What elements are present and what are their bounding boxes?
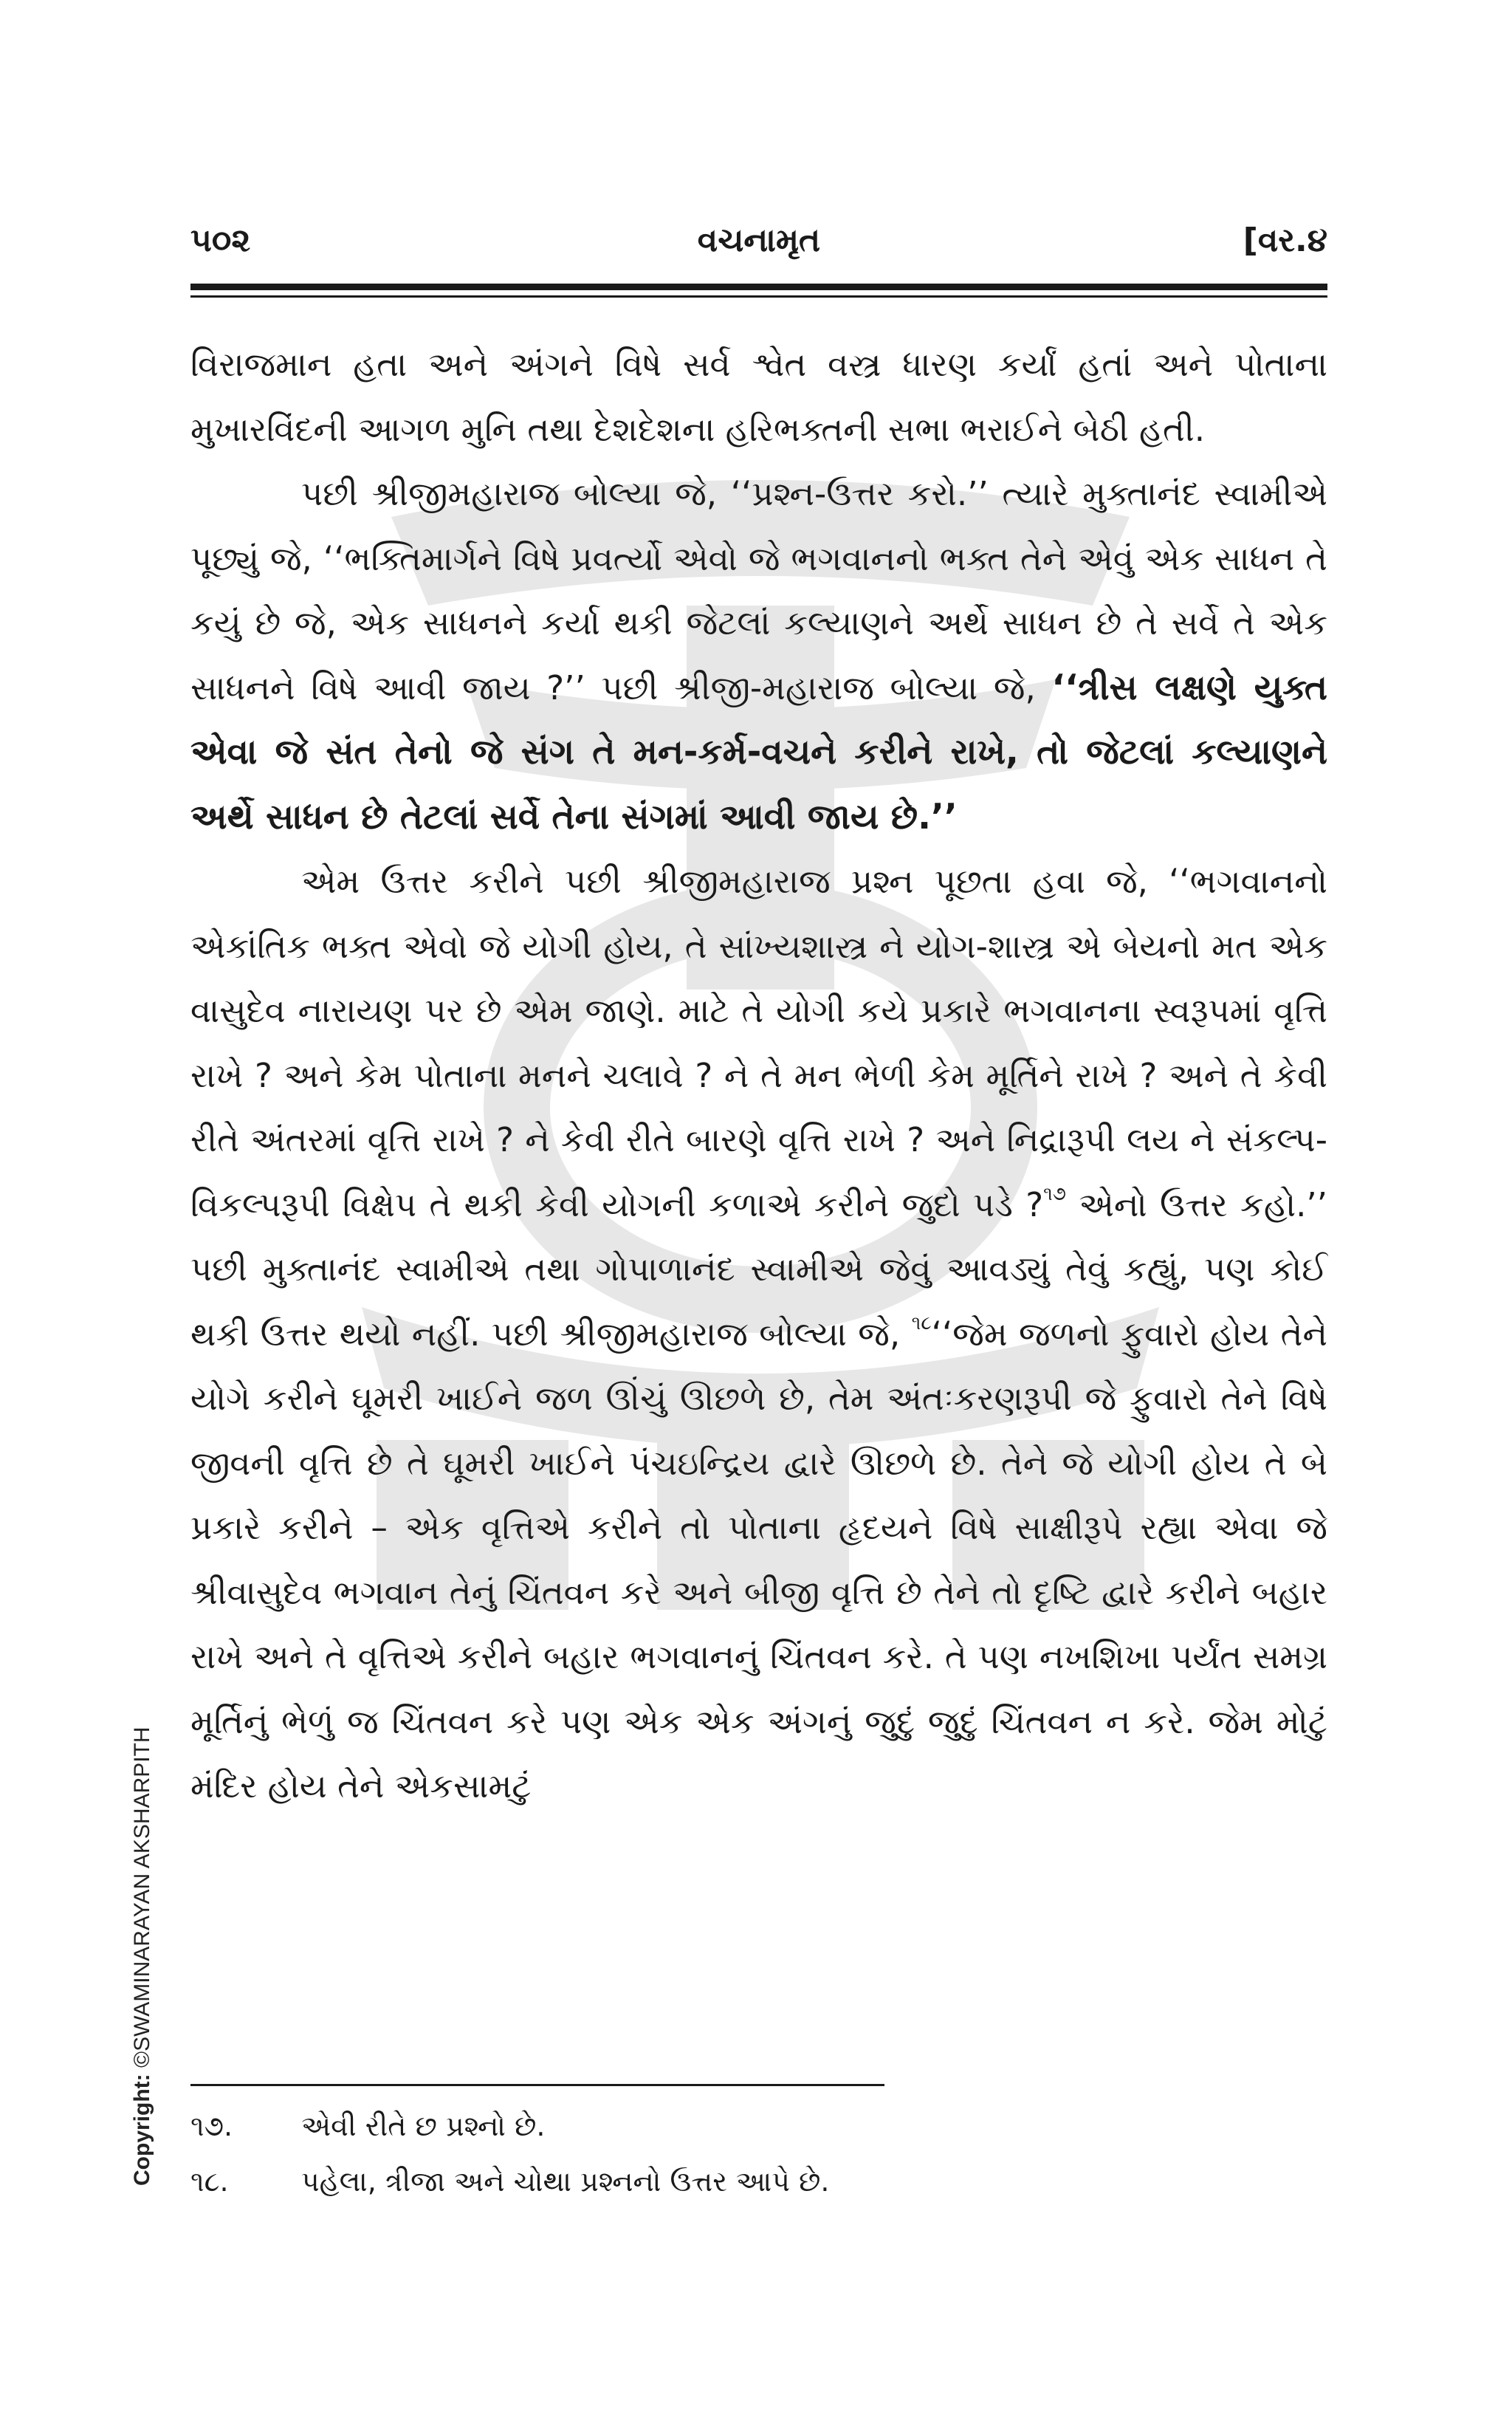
footnote-ref-17: ૧૭: [1043, 1182, 1066, 1205]
running-header: [190, 222, 1327, 273]
footnote-number: ૧૭.: [190, 2110, 233, 2142]
paragraph-2-bold-answer: ‘‘ત્રીસ લક્ષણે યુક્ત એવા જે સંત તેનો જે સંગ તે મન-કર્મ-વચને કરીને રાખે, તો જેટલાં કલ્યાણને અર્થે સાધન છે તેટલાં સર્વે તેના સંગમાં આવી જાય છે.’’: [190, 667, 1327, 837]
footnote-text: પહેલા, ત્રીજા અને ચોથા પ્રશ્નનો ઉત્તર આપે છે.: [301, 2165, 830, 2198]
paragraph-2-text: પછી શ્રીજીમહારાજ બોલ્યા જે, ‘‘પ્રશ્ન-ઉત્તર કરો.’’ ત્યારે મુક્તાનંદ સ્વામીએ પૂછ્યું જે, ‘‘ભક્તિમાર્ગને વિષે પ્રવર્ત્યો એવો જે ભગવાનનો ભક્ત તેને એવું એક સાધન તે કયું છે જે, એક સાધનને કર્યા થકી જેટલાં કલ્યાણને અર્થે સાધન છે તે સર્વે તે એક સાધનને વિષે આવી જાય ?’’ પછી શ્રીજી-મહારાજ બોલ્યા જે,: [190, 474, 1327, 707]
footnote-17: [190, 2099, 1327, 2154]
footnotes: [190, 2099, 1327, 2209]
header-rule-thick: [190, 284, 1327, 290]
section-marker: [વર.૪: [1243, 222, 1327, 259]
main-text: [190, 332, 1327, 1819]
footnote-text: એવી રીતે છ પ્રશ્નો છે.: [301, 2110, 546, 2142]
page-number: ૫૦૨: [190, 222, 251, 259]
footnote-rule: [190, 2084, 884, 2086]
footnote-ref-18: ૧૮: [911, 1311, 932, 1334]
paragraph-2: [190, 462, 1327, 849]
paragraph-3-text-mid: એનો ઉત્તર કહો.’’ પછી મુક્તાનંદ સ્વામીએ તથા ગોપાળાનંદ સ્વામીએ જેવું આવડ્યું તેવું કહ્યું, પણ કોઈ થકી ઉત્તર થયો નહીં. પછી શ્રીજીમહારાજ બોલ્યા જે,: [190, 1184, 1327, 1354]
paragraph-3: [190, 849, 1327, 1819]
header-rule-thin: [190, 295, 1327, 298]
paragraph-1: વિરાજમાન હતા અને અંગને વિષે સર્વ શ્વેત વસ્ત્ર ધારણ કર્યાં હતાં અને પોતાના મુખારવિંદની આગળ મુનિ તથા દેશદેશના હરિભક્તની સભા ભરાઈને બેઠી હતી.: [190, 345, 1327, 449]
paragraph-3-text-end: ‘‘જેમ જળનો ફુવારો હોય તેને યોગે કરીને ઘૂમરી ખાઈને જળ ઊંચું ઊછળે છે, તેમ અંતઃકરણરૂપી જે ફુવારો તેને વિષે જીવની વૃત્તિ છે તે ઘૂમરી ખાઈને પંચઇન્દ્રિય દ્વારે ઊછળે છે. તેને જે યોગી હોય તે બે પ્રકારે કરીને – એક વૃત્તિએ કરીને તો પોતાના હૃદયને વિષે સાક્ષીરૂપે રહ્યા એવા જે શ્રીવાસુદેવ ભગવાન તેનું ચિંતવન કરે અને બીજી વૃત્તિ છે તેને તો દૃષ્ટિ દ્વારે કરીને બહાર રાખે અને તે વૃત્તિએ કરીને બહાર ભગવાનનું ચિંતવન કરે. તે પણ નખશિખા પર્યંત સમગ્ર મૂર્તિનું ભેળું જ ચિંતવન કરે પણ એક એક અંગનું જુદું જુદું ચિંતવન ન કરે. જેમ મોટું મંદિર હોય તેને એકસામટું: [190, 1314, 1327, 1806]
paragraph-3-text-start: એમ ઉત્તર કરીને પછી શ્રીજીમહારાજ પ્રશ્ન પૂછતા હવા જે, ‘‘ભગવાનનો એકાંતિક ભક્ત એવો જે યોગી હોય, તે સાંખ્યશાસ્ત્ર ને યોગ-શાસ્ત્ર એ બેયનો મત એક વાસુદેવ નારાયણ પર છે એમ જાણે. માટે તે યોગી કયે પ્રકારે ભગવાનના સ્વરૂપમાં વૃત્તિ રાખે ? અને કેમ પોતાના મનને ચલાવે ? ને તે મન ભેળી કેમ મૂર્તિને રાખે ? અને તે કેવી રીતે અંતરમાં વૃત્તિ રાખે ? ને કેવી રીતે બારણે વૃત્તિ રાખે ? અને નિદ્રારૂપી લય ને સંકલ્પ-વિકલ્પરૂપી વિક્ષેપ તે થકી કેવી યોગની કળાએ કરીને જુદો પડે ?: [190, 862, 1327, 1224]
book-title: વચનામૃત: [697, 222, 821, 259]
footnote-number: ૧૮.: [190, 2165, 229, 2198]
footnote-18: [190, 2154, 1327, 2209]
copyright-notice: [130, 1727, 155, 2186]
copyright-label: Copyright:: [130, 2074, 154, 2186]
copyright-text: ©SWAMINARAYAN AKSHARPITH: [130, 1727, 154, 2074]
